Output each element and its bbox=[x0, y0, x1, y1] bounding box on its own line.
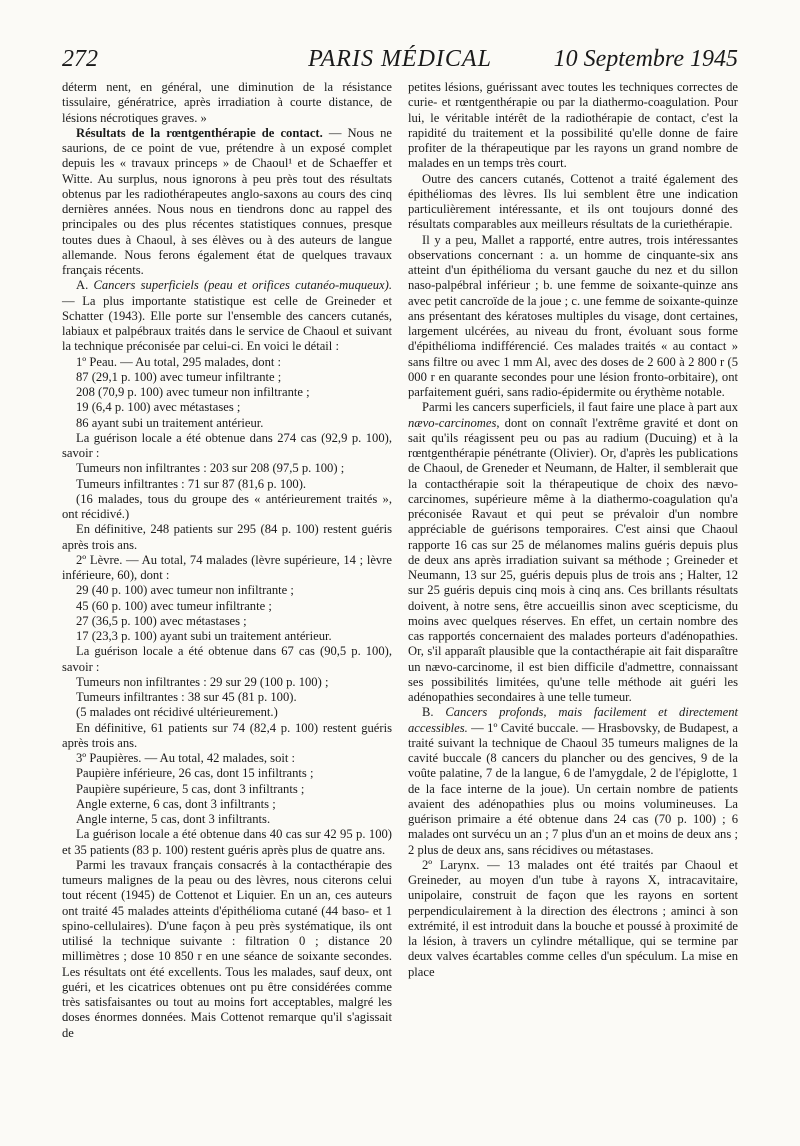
section-paragraph bbox=[62, 126, 392, 279]
page-number: 272 bbox=[62, 46, 98, 72]
list-item: 87 (29,1 p. 100) avec tumeur infiltrante ; bbox=[76, 369, 282, 384]
list-item: Tumeurs non infiltrantes : 203 sur 208 (97,5 p. 100) ; bbox=[76, 461, 345, 476]
list-item: Tumeurs non infiltrantes : 29 sur 29 (100 p. 100) ; bbox=[76, 674, 329, 689]
list-item: 45 (60 p. 100) avec tumeur infiltrante ; bbox=[76, 598, 272, 613]
list-item: (5 malades ont récidivé ultérieurement.) bbox=[76, 705, 278, 720]
subsection-paragraph bbox=[62, 278, 392, 354]
paragraph: déterm nent, en général, une diminution de la résistance tissulaire, génératrice, après irradiation à courte distance, de lésions nécrotiques graves. » bbox=[62, 80, 392, 125]
subsection-text: — La plus importante statistique est celle de Greineder et Schatter (1943). Elle porte sur l'ensemble des cancers cutanés, labiaux et palpébraux traités dans le service de Chaoul et suivant la technique préconisée par celui-ci. En voici le détail : bbox=[62, 293, 392, 354]
list-item: 17 (23,3 p. 100) ayant subi un traitement antérieur. bbox=[76, 629, 332, 643]
issue-date: 10 Septembre 1945 bbox=[553, 46, 738, 72]
paragraph-text: Parmi les cancers superficiels, il faut faire une place à part aux bbox=[422, 400, 738, 415]
paragraph-text: , dont on connaît l'extrême gravité et dont on sait qu'ils réagissent peu ou pas au radium (Ducuing) et à la rœntgenthérapie pénétrante (Olivier). Or, d'après les publications de Chaoul, de Greneder et Neumann, de Halter, il semblerait que la contacthérapie soit la thérapeutique de choix des nævo-carcinomes, supérieure même à la diathermo-coagulation qu'a préconisée Ravaut et qui peut se prévaloir d'un nombre appréciable de guérisons temporaires. C'est ainsi que Chaoul rapporte 16 cas sur 25 de mélanomes malins guéris depuis plus de deux ans après irradiation suivant sa méthode ; Greineder et Neumann, 13 sur 25, guéris depuis plus de trois ans ; Halter, 12 sur 25 guéris depuis cinq mois à cinq ans. Ces brillants résultats doivent, à notre sens, être accueillis sinon avec scepticisme, du moins avec quelques réserves. En effet, un certain nombre des cas rapportés concernaient des malades porteurs d'adénopathies. Or, s'il apparaît plausible que la contacthérapie ait fait disparaître un nævo-carcinome, il est bien difficile d'admettre, connaissant ses possibilités limitées, qu'une telle méthode ait guéri les adénopathies secondaires à une telle tumeur. bbox=[408, 415, 738, 704]
list-item: 27 (36,5 p. 100) avec métastases ; bbox=[76, 613, 247, 628]
subsection-title: Cancers superficiels (peau et orifices cutanéo-muqueux). bbox=[93, 278, 392, 293]
list-item: Tumeurs infiltrantes : 71 sur 87 (81,6 p. 100). bbox=[76, 476, 307, 491]
paragraph: La guérison locale a été obtenue dans 274 cas (92,9 p. 100), savoir : bbox=[62, 430, 392, 460]
list-item: 29 (40 p. 100) avec tumeur non infiltrante ; bbox=[76, 583, 294, 598]
list-item: Paupière inférieure, 26 cas, dont 15 infiltrants ; bbox=[76, 766, 314, 781]
section-text: — Nous ne saurions, de ce point de vue, prétendre à un exposé complet depuis les « travaux princeps » de Chaoul¹ et de Schaeffer et Witte. Au surplus, nous ignorons à peu près tout des résultats obtenus par les radiothérapeutes anglo-saxons au cours des cinq dernières années. Nous nous en tiendrons donc au rappel des principales ou des plus récentes statistiques connues, presque toutes dues à Chaoul, à ses élèves ou à des auteurs de langue allemande. Nous ferons également état de quelques travaux français récents. bbox=[62, 125, 392, 277]
right-column bbox=[408, 80, 738, 980]
paragraph: 2º Larynx. — 13 malades ont été traités par Chaoul et Greineder, au moyen d'un tube à rayons X, intracavitaire, unipolaire, construit de façon que les rayons en sortent perpendiculairement à la direction des électrons ; aminci à son extrémité, il est introduit dans la bouche et poussé à proximité de la lésion, à travers un cylindre métallique, qui se termine par deux valves écartables comme celles d'un spéculum. La mise en place bbox=[408, 857, 738, 979]
subsection-title: Cancers profonds, mais facilement et directement accessibles. bbox=[408, 705, 739, 735]
list-item: Angle interne, 5 cas, dont 3 infiltrants. bbox=[76, 812, 271, 826]
paragraph: La guérison locale a été obtenue dans 40 cas sur 42 95 p. 100) et 35 patients (83 p. 100) restent guéris après plus de quatre ans. bbox=[62, 827, 392, 857]
list-heading: 1º Peau. — Au total, 295 malades, dont : bbox=[76, 354, 282, 369]
paragraph: En définitive, 61 patients sur 74 (82,4 p. 100) restent guéris après trois ans. bbox=[62, 720, 392, 750]
list-heading: 2º Lèvre. — Au total, 74 malades (lèvre supérieure, 14 ; lèvre inférieure, 60), dont : bbox=[62, 552, 392, 582]
subsection-letter: B. bbox=[422, 705, 446, 720]
section-heading: Résultats de la rœntgenthérapie de contact. bbox=[76, 125, 323, 140]
paragraph: Outre des cancers cutanés, Cottenot a traité également des épithéliomas des lèvres. Ils lui semblent être une indication particulièrement intéressante, et ils ont toujours donné des résultats comparables aux meilleurs résultats de la curiethérapie. bbox=[408, 171, 738, 232]
list-item: Tumeurs infiltrantes : 38 sur 45 (81 p. 100). bbox=[76, 690, 297, 704]
subsection-text: — 1º Cavité buccale. — Hrasbovsky, de Budapest, a traité suivant la technique de Chaoul 35 tumeurs malignes de la cavité buccale (8 cancers du plancher ou des gencives, 9 de la voûte palatine, 7 de la langue, 6 de l'amygdale, 2 de l'épiglotte, 1 de la face interne de la joue). Un certain nombre de patients avaient des adénopathies plus ou moins volumineuses. La guérison primaire a été obtenue dans 24 cas (70 p. 100) ; 6 malades ont survécu un an ; 7 plus d'un an et moins de deux ans ; 2 plus de deux ans, sans récidives ou métastases. bbox=[408, 720, 738, 857]
list-item: Paupière supérieure, 5 cas, dont 3 infiltrants ; bbox=[76, 781, 305, 796]
paragraph: Il y a peu, Mallet a rapporté, entre autres, trois intéressantes observations concernant : a. un homme de cinquante-six ans atteint d'un épithélioma du versant gauche du nez et du sillon naso-palpébral inférieur ; b. une femme de soixante-quinze ans avec petit cancroïde de la joue ; c. une femme de soixante-quinze ans présentant des kératoses multiples du visage, dont certaines, largement ulcérées, au niveau du front, évoluant sous forme d'épithélioma indifférencié. Ces malades traités « au contact » sans filtre ou avec 1 mm Al, avec des doses de 2 600 à 2 800 r (5 000 r en quarante secondes pour une lésion fronto-orbitaire), ont parfaitement guéri, sans radio-épidermite ou érythème notable. bbox=[408, 232, 738, 399]
emphasis: nævo-carcinomes bbox=[408, 415, 497, 430]
journal-title: PARIS MÉDICAL bbox=[308, 46, 492, 72]
paragraph bbox=[408, 400, 738, 705]
list-heading: 3º Paupières. — Au total, 42 malades, soit : bbox=[76, 751, 296, 765]
subsection-letter: A. bbox=[76, 278, 94, 293]
paragraph: Parmi les travaux français consacrés à la contacthérapie des tumeurs malignes de la peau ou des lèvres, nous citerons celui tout récent (1945) de Cottenot et Liquier. En un an, ces auteurs ont traité 45 malades atteints d'épithélioma cutané (44 baso- et 1 spino-cellulaires). D'une façon à peu près systématique, ils ont utilisé la technique suivante : filtration 0 ; distance 20 millimètres ; dose 10 850 r en une séance de soixante secondes. Les résultats ont été excellents. Tous les malades, sauf deux, ont guéri, et les cicatrices obtenues ont pu être considérées comme très satisfaisantes ou tout au moins fort acceptables, malgré les doses énormes données. Mais Cottenot remarque qu'il s'agissait de bbox=[62, 857, 392, 1040]
list-item: 86 ayant subi un traitement antérieur. bbox=[76, 415, 264, 430]
list-item: 19 (6,4 p. 100) avec métastases ; bbox=[76, 400, 241, 415]
running-header bbox=[62, 44, 738, 74]
subsection-paragraph bbox=[408, 705, 738, 858]
paragraph: En définitive, 248 patients sur 295 (84 p. 100) restent guéris après trois ans. bbox=[62, 522, 392, 552]
paragraph: La guérison locale a été obtenue dans 67 cas (90,5 p. 100), savoir : bbox=[62, 644, 392, 674]
list-item: Angle externe, 6 cas, dont 3 infiltrants ; bbox=[76, 796, 276, 811]
left-column bbox=[62, 80, 392, 1041]
list-item: 208 (70,9 p. 100) avec tumeur non infiltrante ; bbox=[76, 385, 310, 399]
list-item: (16 malades, tous du groupe des « antérieurement traités », ont récidivé.) bbox=[62, 491, 392, 521]
paragraph: petites lésions, guérissant avec toutes les techniques correctes de curie- et rœntgenthérapie ou par la diathermo-coagulation. Pour lui, le véritable intérêt de la radiothérapie de contact, c'est la rapidité du traitement et la possibilité qu'elle donne de faire profiter de la thérapeutique par les rayons un grand nombre de malades en un temps très court. bbox=[408, 80, 738, 171]
